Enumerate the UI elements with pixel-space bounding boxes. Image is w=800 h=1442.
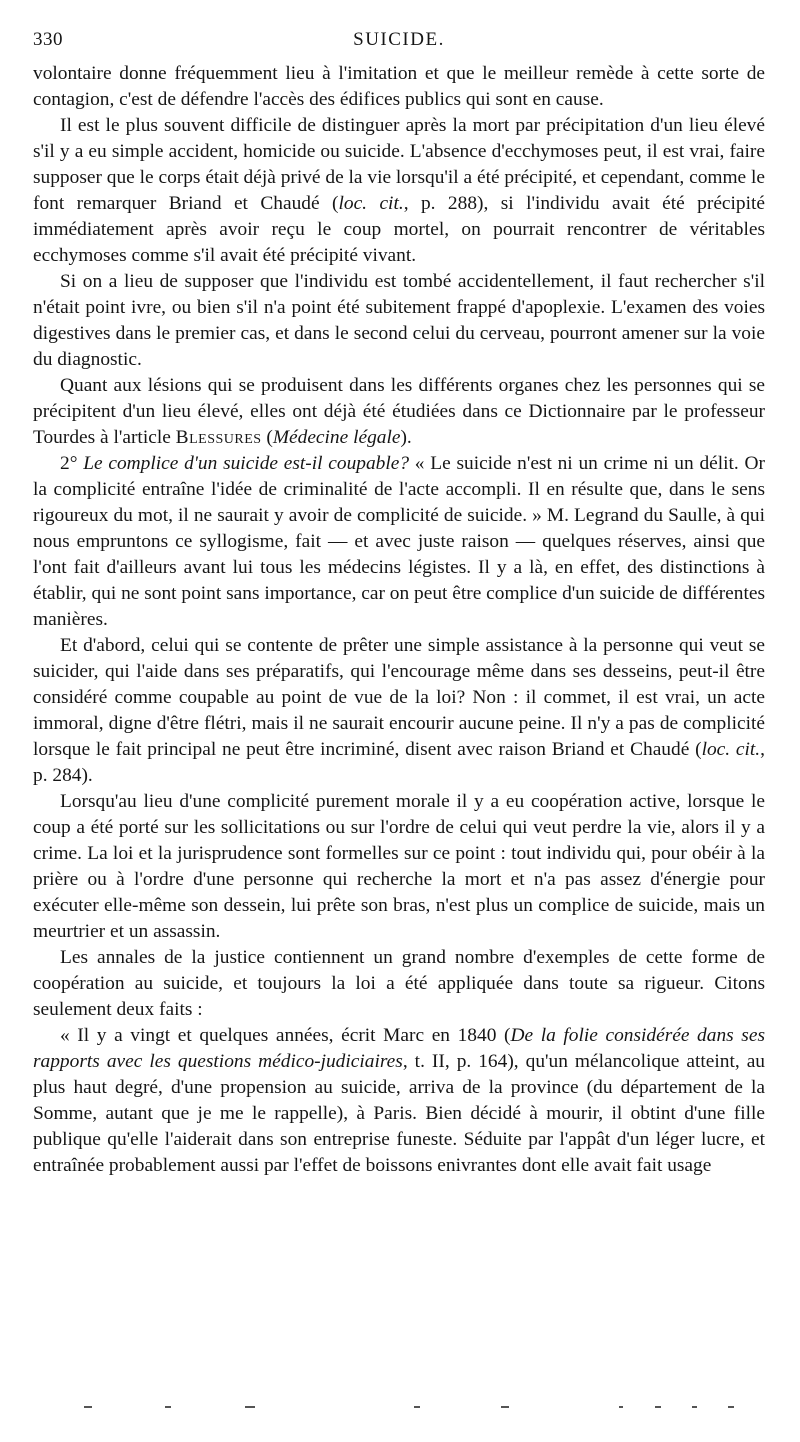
italic-text: De la folie considérée dans ses rapports avec les questions médico-judiciaires: [33, 1025, 766, 1072]
text-run: volontaire donne fréquemment lieu à l'imitation et que le meilleur remède à cette sorte de contagion, c'est de défendre l'accès des édifices publics qui sont en cause.: [33, 63, 765, 110]
paragraph: [33, 789, 765, 945]
text-run: Si on a lieu de supposer que l'individu est tombé accidentellement, il faut rechercher s'il n'était point ivre, ou bien s'il n'a point été subitement frappé d'apoplexie. L'examen des voies digestives dans le premier cas, et dans le second celui du cerveau, pourront amener sur la voie du diagnostic.: [33, 271, 765, 370]
text-run: Lorsqu'au lieu d'une complicité purement morale il y a eu coopération active, lorsque le coup a été porté sur les sollicitations ou sur l'ordre de celui qui veut perdre la vie, alors il y a crime. La loi et la jurisprudence sont formelles sur ce point : tout individu qui, pour obéir à la prière ou à l'ordre d'une personne qui recherche la mort et n'a pas assez d'énergie pour exécuter elle-même son dessein, lui prête son bras, n'est plus un complice de suicide, mais un meurtrier et un assassin.: [33, 791, 765, 942]
body-text: [33, 61, 765, 1179]
paragraph: [33, 945, 765, 1023]
document-page: [33, 27, 765, 1179]
running-title: SUICIDE.: [353, 29, 445, 50]
italic-text: loc. cit.: [701, 739, 761, 760]
text-run: Et d'abord, celui qui se contente de prêter une simple assistance à la personne qui veut se suicider, qui l'aide dans ses préparatifs, qui l'encourage même dans ses desseins, peut-il être considéré comme coupable au point de vue de la loi? Non : il commet, il est vrai, un acte immoral, digne d'être flétri, mais il ne saurait encourir aucune peine. Il n'y a pas de complicité lorsque le fait principal ne peut être incriminé, disent avec raison Briand et Chaudé (: [33, 635, 765, 760]
paragraph: [33, 1023, 765, 1179]
paragraph: [33, 269, 765, 373]
running-header: [33, 27, 765, 61]
scan-edge-marks: [33, 1404, 765, 1410]
paragraph: [33, 633, 765, 789]
text-run: , t. II, p. 164), qu'un mélancolique atteint, au plus haut degré, d'une propension au suicide, arriva de la province (du département de la Somme, autant que je me le rappelle), à Paris. Bien décidé à mourir, il obtint d'une fille publique qu'elle l'aiderait dans son entreprise funeste. Séduite par l'appât d'un léger lucre, et entraînée probablement aussi par l'effet de boissons enivrantes dont elle avait fait usage: [33, 1051, 765, 1176]
text-run: Quant aux lésions qui se produisent dans les différents organes chez les personnes qui se précipitent d'un lieu élevé, elles ont déjà été étudiées dans ce Dictionnaire par le professeur Tourdes à l'article: [33, 375, 765, 448]
italic-text: Médecine légale: [272, 427, 401, 448]
text-run: ).: [400, 427, 412, 448]
text-run: 2°: [60, 453, 84, 474]
text-run: Il est le plus souvent difficile de distinguer après la mort par précipitation d'un lieu élevé s'il y a eu simple accident, homicide ou suicide. L'absence d'ecchymoses peut, il est vrai, faire supposer que le corps était déjà privé de la vie lorsqu'il a été précipité, et cependant, comme le font remarquer Briand et Chaudé (: [33, 115, 765, 214]
italic-text: loc. cit.: [338, 193, 404, 214]
paragraph: [33, 61, 765, 113]
text-run: , p. 284).: [33, 739, 765, 786]
text-run: (: [261, 427, 273, 448]
paragraph: [33, 451, 765, 633]
paragraph: [33, 373, 765, 451]
text-run: « Le suicide n'est ni un crime ni un délit. Or la complicité entraîne l'idée de criminalité de l'acte accompli. Il en résulte que, dans le sens rigoureux du mot, il ne saurait y avoir de complicité de suicide. » M. Legrand du Saulle, à qui nous empruntons ce syllogisme, fait — et avec juste raison — quelques réserves, ainsi que l'ont fait d'ailleurs avant lui tous les médecins légistes. Il y a là, en effet, des distinctions à établir, qui ne sont point sans importance, car on peut être complice d'un suicide de différentes manières.: [33, 453, 765, 630]
text-run: « Il y a vingt et quelques années, écrit Marc en 1840 (: [60, 1025, 511, 1046]
small-caps-text: Blessures: [175, 427, 262, 448]
page-number: 330: [33, 29, 63, 50]
text-run: Les annales de la justice contiennent un grand nombre d'exemples de cette forme de coopération au suicide, et toujours la loi a été appliquée dans toute sa rigueur. Citons seulement deux faits :: [33, 947, 765, 1020]
paragraph: [33, 113, 765, 269]
text-run: , p. 288), si l'individu avait été précipité immédiatement après avoir reçu le coup mortel, on pourrait rencontrer de véritables ecchymoses comme s'il avait été précipité vivant.: [33, 193, 765, 266]
italic-text: Le complice d'un suicide est-il coupable?: [83, 453, 410, 474]
